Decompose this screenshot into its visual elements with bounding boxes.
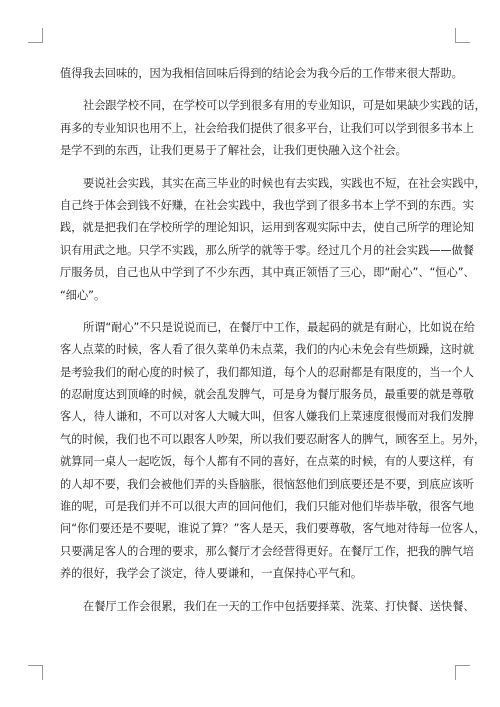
text-line: 值得我去回味的，因为我相信回味后得到的结论会为我今后的工作带来很大帮助。: [60, 67, 463, 80]
text-line: 践，就是把我们在学校所学的理论知识，运用到客观实际中去，使自己所学的理论知: [60, 221, 474, 235]
text-line: 是考验我们的耐心度的时候了，我们都知道，每个人的忍耐都是有限度的，当一个人: [60, 365, 474, 379]
document-body: [60, 63, 486, 618]
text-line: 问“你们要还是不要呢，谁说了算？”客人是天，我们要尊敬，客气地对待每一位客人，: [60, 522, 486, 536]
text-line: 只要满足客人的合理的要求，那么餐厅才会经营得更好。在餐厅工作，把我的脾气培: [60, 544, 474, 558]
text-line: 要说社会实践，其实在高三毕业的时候也有去实践，实践也不短，在社会实践中，: [83, 176, 486, 190]
text-line: 识有用武之地。只学不实践，那么所学的就等于零。经过几个月的社会实践——做餐: [60, 243, 474, 257]
text-line: 客人点菜的时候，客人看了很久菜单仍未点菜，我们的内心未免会有些烦躁，这时就: [60, 343, 474, 357]
text-line: 是学不到的东西，让我们更易于了解社会，让我们更快融入这个社会。: [60, 144, 407, 158]
margin-corner-mark-top-right: [455, 28, 470, 43]
margin-corner-mark-bottom-right: [455, 665, 470, 680]
margin-corner-mark-bottom-left: [28, 665, 43, 680]
text-line: 气的时候，我们也不可以跟客人吵架，所以我们要忍耐客人的脾气，顾客至上。另外，: [60, 432, 486, 446]
text-line: 在餐厅工作会很累，我们在一天的工作中包括要择菜、洗菜、打快餐、送快餐、: [83, 599, 475, 613]
text-line: 客人，待人谦和，不可以对客人大喊大叫，但客人嫌我们上菜速度很慢而对我们发脾: [60, 410, 474, 424]
text-line: 的忍耐度达到顶峰的时候，就会乱发脾气，可是身为餐厅服务员，最重要的就是尊敬: [60, 388, 474, 402]
text-line: 自己终于体会到钱不好赚，在社会实践中，我也学到了很多书本上学不到的东西。实: [60, 198, 474, 212]
text-line: 就算同一桌人一起吃饭，每个人都有不同的喜好，在点菜的时候，有的人要这样，有: [60, 455, 474, 469]
text-line: “细心”。: [60, 288, 106, 302]
text-line: 的人却不要，我们会被他们弄的头昏脑胀，很恼怒他们到底要还是不要，到底应该听: [60, 477, 474, 491]
text-line: 谁的呢，可是我们并不可以很大声的回问他们，我们只能对他们毕恭毕敬，很客气地: [60, 500, 474, 514]
text-line: 养的很好，我学会了淡定，待人要谦和，一直保持心平气和。: [60, 567, 363, 581]
text-line: 再多的专业知识也用不上，社会给我们提供了很多平台，让我们可以学到很多书本上: [60, 121, 474, 135]
text-line: 社会跟学校不同，在学校可以学到很多有用的专业知识，可是如果缺少实践的话，: [83, 99, 486, 113]
text-line: 所谓“耐心”不只是说说而已，在餐厅中工作，最起码的就是有耐心，比如说在给: [83, 320, 475, 334]
text-line: 厅服务员，自己也从中学到了不少东西，其中真正领悟了三心，即“耐心”、“恒心”、: [60, 266, 475, 280]
margin-corner-mark-top-left: [28, 28, 43, 43]
